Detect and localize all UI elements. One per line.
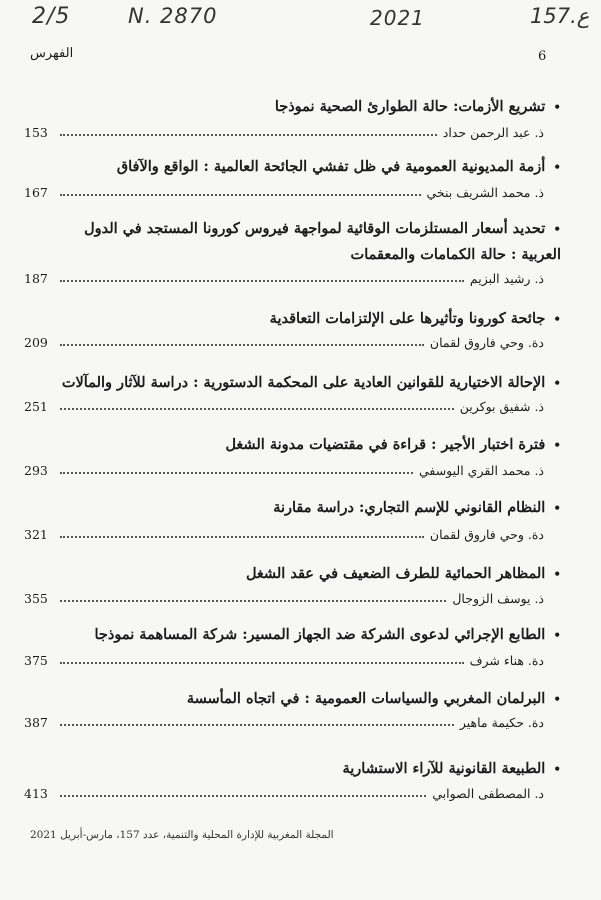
entry-title: •تحديد أسعار المستلزمات الوقائية لمواجهة فيروس كورونا المستجد في الدول العربية : حالة الكمامات والمعقمات (41, 216, 561, 268)
entry-author-row (24, 332, 544, 350)
handwritten-note: 157.ع (530, 4, 590, 28)
bullet-icon: • (553, 762, 561, 776)
handwritten-note: 2/5 (32, 4, 71, 29)
dot-leader (60, 795, 426, 797)
entry-author: دة. هناء شرف (469, 653, 544, 668)
entry-author: ذ. يوسف الزوجال (452, 591, 544, 606)
entry-author: ذ. محمد القري اليوسفي (418, 463, 544, 478)
entry-author-row (24, 783, 544, 801)
entry-page: 413 (24, 786, 48, 801)
running-head: الفهرس (30, 46, 74, 61)
entry-author-row (24, 588, 544, 606)
entry-author-row (24, 650, 544, 668)
dot-leader (60, 662, 464, 664)
entry-author: دة. وحي فاروق لقمان (429, 335, 544, 350)
entry-author-row (24, 268, 544, 286)
entry-title: •النظام القانوني للإسم التجاري: دراسة مقارنة (41, 495, 561, 521)
entry-title: •البرلمان المغربي والسياسات العمومية : في اتجاه المأسسة (41, 686, 561, 712)
dot-leader (60, 194, 421, 196)
entry-title: •جائحة كورونا وتأثيرها على الإلتزامات التعاقدية (41, 306, 561, 332)
dot-leader (60, 408, 454, 410)
dot-leader (60, 724, 454, 726)
bullet-icon: • (553, 160, 561, 174)
dot-leader (60, 134, 437, 136)
bullet-icon: • (553, 692, 561, 706)
entry-author-row (24, 122, 544, 140)
entry-author: دة. وحي فاروق لقمان (429, 527, 544, 542)
entry-page: 187 (24, 271, 48, 286)
entry-title: •الطابع الإجرائي لدعوى الشركة ضد الجهاز المسير: شركة المساهمة نموذجا (41, 622, 561, 648)
page-number: 6 (538, 49, 547, 64)
bullet-icon: • (553, 567, 561, 581)
entry-page: 167 (24, 185, 48, 200)
bullet-icon: • (553, 438, 561, 452)
journal-footer: المجلة المغربية للإدارة المحلية والتنمية، عدد 157، مارس-أبريل 2021 (30, 829, 334, 841)
entry-author-row (24, 182, 544, 200)
entry-author: ذ. رشيد البزيم (469, 271, 544, 286)
entry-title: •المظاهر الحمائية للطرف الضعيف في عقد الشغل (41, 561, 561, 587)
entry-page: 375 (24, 653, 48, 668)
entry-page: 251 (24, 399, 48, 414)
entry-author-row (24, 712, 544, 730)
entry-page: 209 (24, 335, 48, 350)
entry-page: 293 (24, 463, 48, 478)
entry-author-row (24, 396, 544, 414)
entry-author: د. المصطفى الصوابي (432, 786, 544, 801)
dot-leader (60, 280, 464, 282)
entry-title: •تشريع الأزمات: حالة الطوارئ الصحية نموذجا (41, 94, 561, 120)
entry-title: •أزمة المديونية العمومية في ظل تفشي الجائحة العالمية : الواقع والآفاق (41, 154, 561, 180)
bullet-icon: • (553, 312, 561, 326)
entry-author: ذ. محمد الشريف بنخي (426, 185, 544, 200)
entry-author: ذ. شفيق بوكرين (459, 399, 544, 414)
entry-page: 387 (24, 715, 48, 730)
entry-page: 321 (24, 527, 48, 542)
entry-author: ذ. عبد الرحمن حداد (442, 125, 544, 140)
entry-author-row (24, 524, 544, 542)
bullet-icon: • (553, 100, 561, 114)
entry-author-row (24, 460, 544, 478)
entry-title: •الإحالة الاختيارية للقوانين العادية على المحكمة الدستورية : دراسة للآثار والمآلات (41, 370, 561, 396)
entry-page: 355 (24, 591, 48, 606)
dot-leader (60, 536, 424, 538)
dot-leader (60, 600, 446, 602)
bullet-icon: • (553, 628, 561, 642)
entry-title: •الطبيعة القانونية للآراء الاستشارية (41, 756, 561, 782)
entry-title: •فترة اختبار الأجير : قراءة في مقتضيات مدونة الشغل (41, 432, 561, 458)
bullet-icon: • (553, 501, 561, 515)
bullet-icon: • (553, 376, 561, 390)
entry-author-row (24, 376, 544, 394)
handwritten-note: 2021 (370, 6, 425, 30)
dot-leader (60, 472, 413, 474)
dot-leader (60, 344, 424, 346)
entry-author: دة. حكيمة ماهير (459, 715, 544, 730)
bullet-icon: • (553, 222, 561, 236)
handwritten-note: N. 2870 (128, 4, 218, 28)
entry-page: 153 (24, 125, 48, 140)
